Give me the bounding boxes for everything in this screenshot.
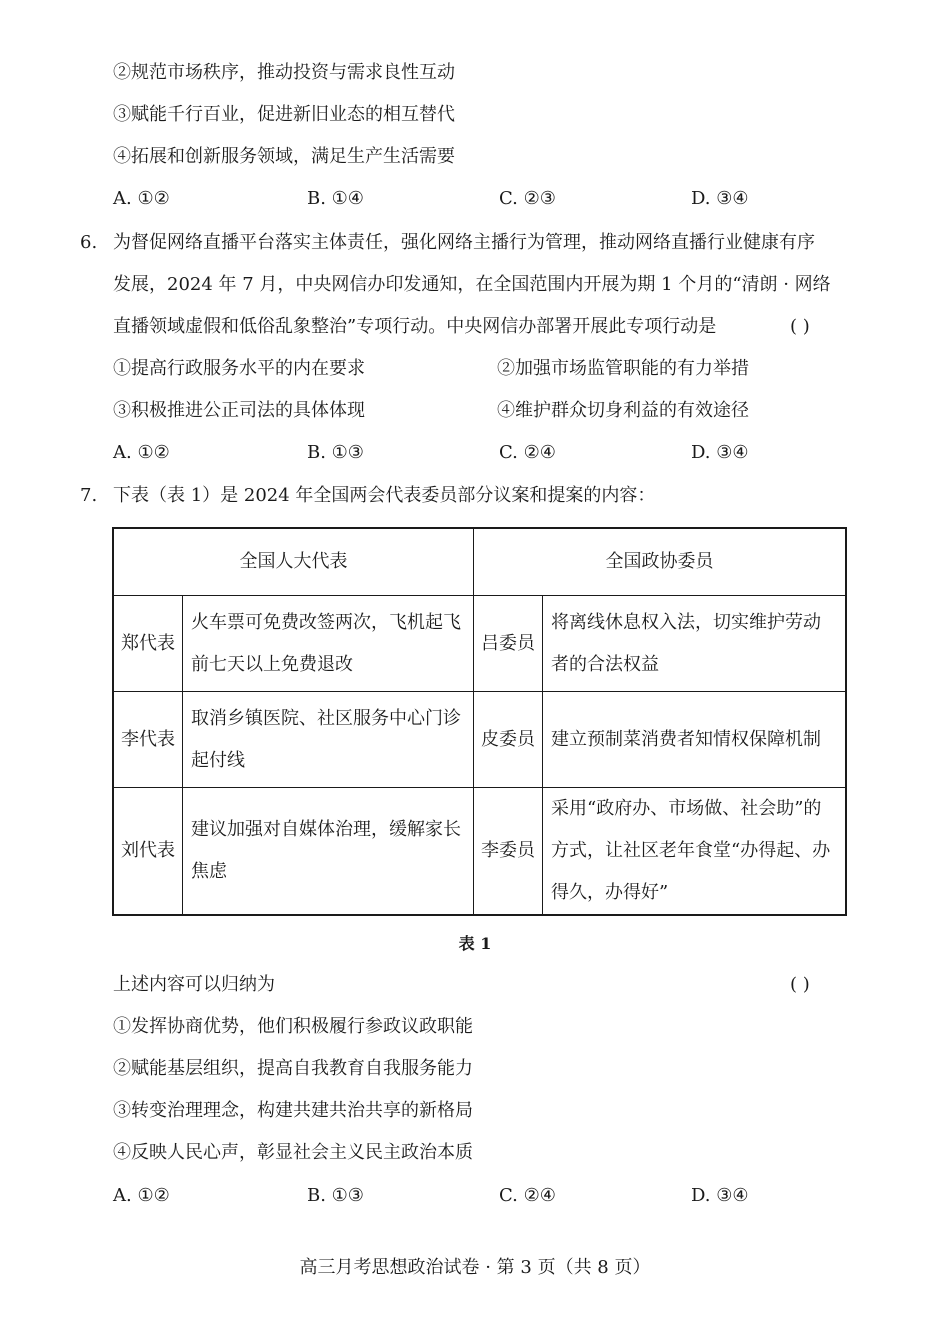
q5-options xyxy=(113,187,893,211)
row-2-right-text: 建立预制菜消费者知情权保障机制 xyxy=(543,692,847,788)
row-1-right-name: 吕委员 xyxy=(474,596,543,692)
q7-question: 上述内容可以归纳为 xyxy=(113,974,275,995)
row-3-right-name: 李委员 xyxy=(474,788,543,916)
header-npc-deputies: 全国人大代表 xyxy=(113,528,474,596)
q6-options xyxy=(113,441,893,465)
q6-option-b: B. ①③ xyxy=(307,442,364,463)
q5-option-d: D. ③④ xyxy=(691,188,749,209)
q5-option-b: B. ①④ xyxy=(307,188,364,209)
q7-item-1: ①发挥协商优势，他们积极履行参政议政职能 xyxy=(113,1016,473,1037)
q7-option-d: D. ③④ xyxy=(691,1185,749,1206)
q5-option-c: C. ②③ xyxy=(499,188,556,209)
q6-item-4: ④维护群众切身利益的有效途径 xyxy=(497,400,749,421)
q7-number: 7. xyxy=(80,485,98,506)
q6-answer-paren: ( ) xyxy=(790,316,810,337)
q5-item-3: ③赋能千行百业，促进新旧业态的相互替代 xyxy=(113,104,455,125)
table-header-row xyxy=(113,528,846,596)
q6-option-a: A. ①② xyxy=(113,442,170,463)
q7-answer-paren: ( ) xyxy=(790,974,810,995)
q7-stem: 下表（表 1）是 2024 年全国两会代表委员部分议案和提案的内容： xyxy=(113,485,656,506)
table-row xyxy=(113,692,846,788)
q5-item-4: ④拓展和创新服务领域，满足生产生活需要 xyxy=(113,146,455,167)
q7-option-a: A. ①② xyxy=(113,1185,170,1206)
q6-item-2: ②加强市场监管职能的有力举措 xyxy=(497,358,749,379)
row-2-left-name: 李代表 xyxy=(113,692,183,788)
table-row xyxy=(113,596,846,692)
row-3-right-text: 采用“政府办、市场做、社会助”的方式，让社区老年食堂“办得起、办得久，办得好” xyxy=(543,788,847,916)
q7-item-4: ④反映人民心声，彰显社会主义民主政治本质 xyxy=(113,1142,473,1163)
q7-item-3: ③转变治理理念，构建共建共治共享的新格局 xyxy=(113,1100,473,1121)
proposal-table xyxy=(112,527,847,916)
page-footer: 高三月考思想政治试卷 · 第 3 页（共 8 页） xyxy=(299,1257,651,1278)
table-caption: 表 1 xyxy=(458,934,492,953)
q7-option-b: B. ①③ xyxy=(307,1185,364,1206)
q6-item-3: ③积极推进公正司法的具体体现 xyxy=(113,400,365,421)
q7-option-c: C. ②④ xyxy=(499,1185,556,1206)
row-2-right-name: 皮委员 xyxy=(474,692,543,788)
q6-item-1: ①提高行政服务水平的内在要求 xyxy=(113,358,365,379)
row-1-left-name: 郑代表 xyxy=(113,596,183,692)
q6-stem-line-1: 为督促网络直播平台落实主体责任，强化网络主播行为管理，推动网络直播行业健康有序 xyxy=(113,232,815,253)
q6-stem-line-3: 直播领域虚假和低俗乱象整治”专项行动。中央网信办部署开展此专项行动是 xyxy=(113,316,717,337)
q7-item-2: ②赋能基层组织，提高自我教育自我服务能力 xyxy=(113,1058,473,1079)
row-3-left-text: 建议加强对自媒体治理，缓解家长焦虑 xyxy=(183,788,474,916)
q6-option-d: D. ③④ xyxy=(691,442,749,463)
q5-option-a: A. ①② xyxy=(113,188,170,209)
row-2-left-text: 取消乡镇医院、社区服务中心门诊起付线 xyxy=(183,692,474,788)
q6-stem-line-2: 发展，2024 年 7 月，中央网信办印发通知，在全国范围内开展为期 1 个月的“清朗 · 网络 xyxy=(113,274,831,295)
row-1-right-text: 将离线休息权入法，切实维护劳动者的合法权益 xyxy=(543,596,847,692)
row-3-left-name: 刘代表 xyxy=(113,788,183,916)
q7-options xyxy=(113,1184,893,1208)
q6-number: 6. xyxy=(80,232,98,253)
header-cppcc-members: 全国政协委员 xyxy=(474,528,847,596)
row-1-left-text: 火车票可免费改签两次，飞机起飞前七天以上免费退改 xyxy=(183,596,474,692)
q6-option-c: C. ②④ xyxy=(499,442,556,463)
table-row xyxy=(113,788,846,916)
q5-item-2: ②规范市场秩序，推动投资与需求良性互动 xyxy=(113,62,455,83)
